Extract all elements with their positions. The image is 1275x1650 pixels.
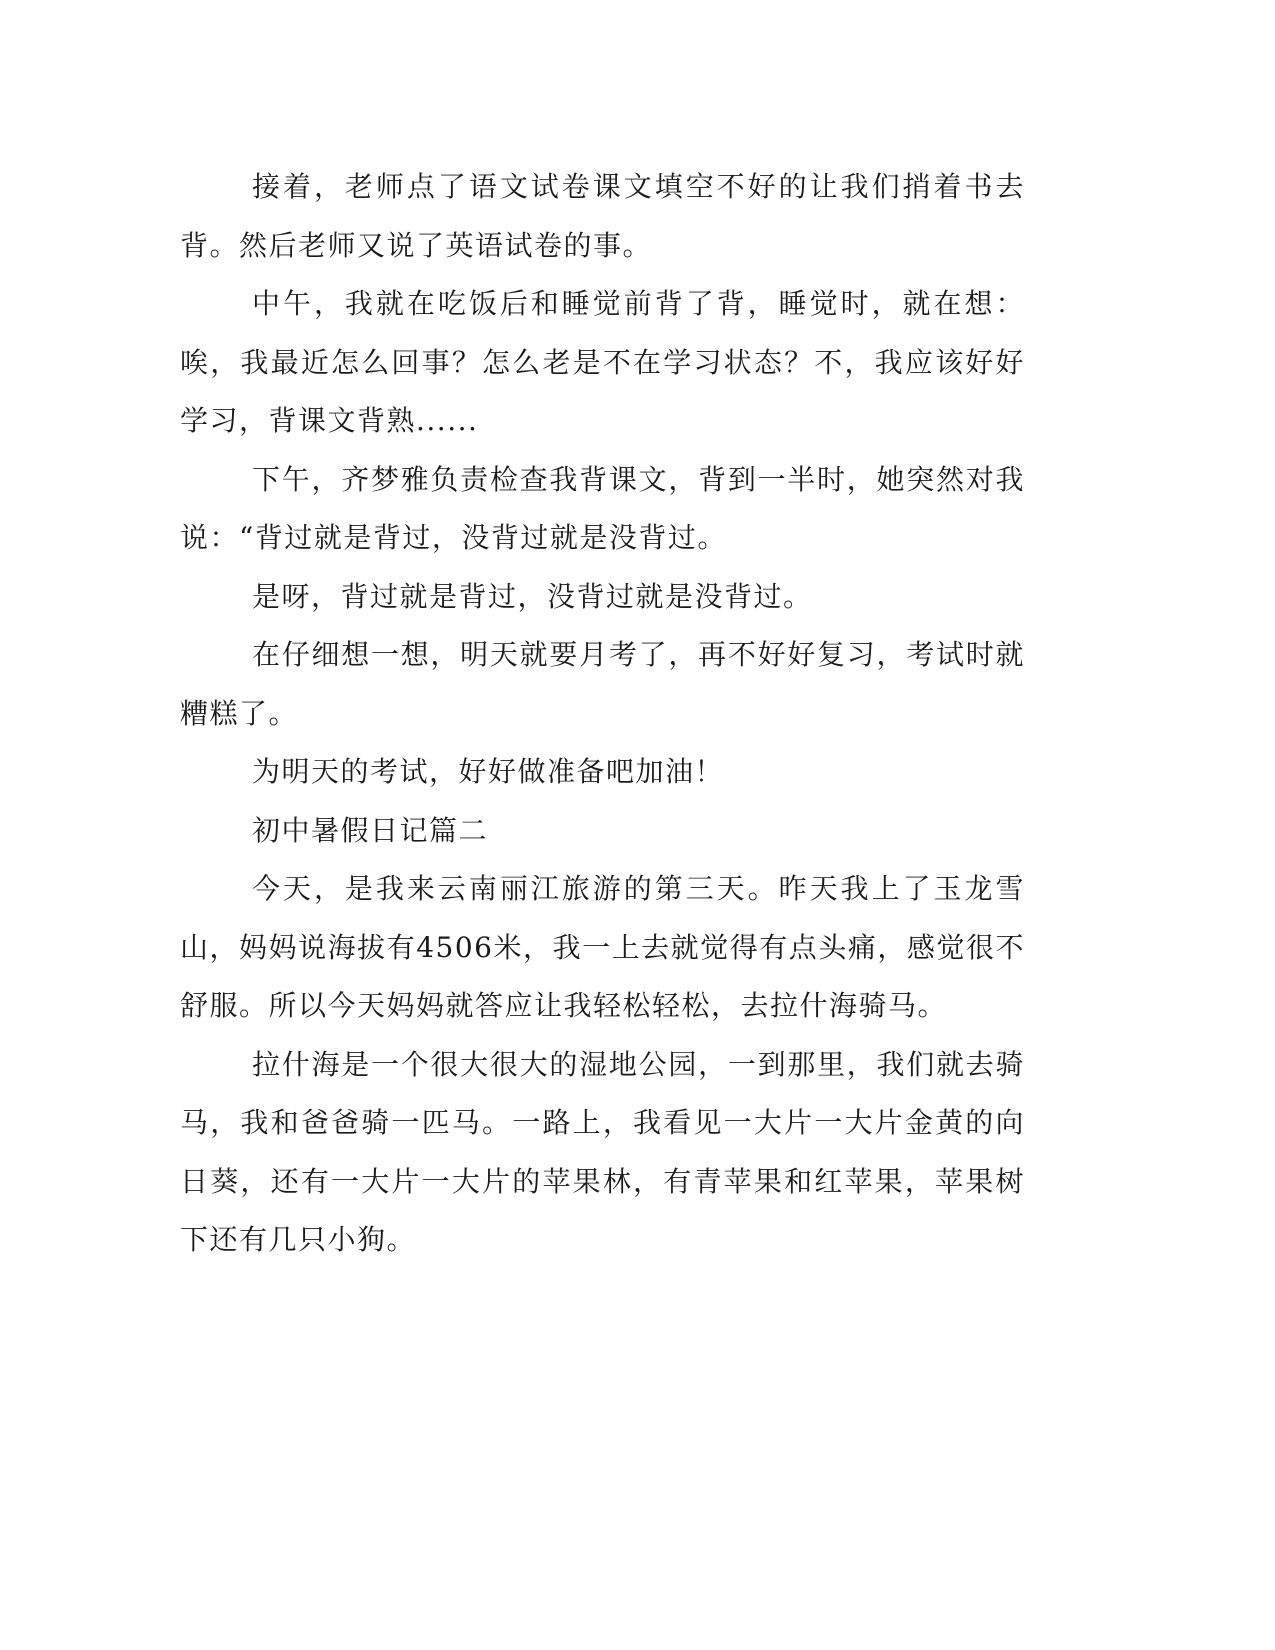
paragraph-afternoon-check: 下午，齐梦雅负责检查我背课文，背到一半时，她突然对我说：“背过就是背过，没背过就是没背过。 [180,462,1025,554]
paragraph-encouragement: 为明天的考试，好好做准备吧加油！ [252,755,725,788]
paragraph-exam-review: 接着，老师点了语文试卷课文填空不好的让我们捎着书去背。然后老师又说了英语试卷的事。 [180,170,1025,262]
paragraph-lijiang-trip: 今天，是我来云南丽江旅游的第三天。昨天我上了玉龙雪山，妈妈说海拔有4506米，我一上去就觉得有点头痛，感觉很不舒服。所以今天妈妈就答应让我轻松轻松，去拉什海骑马。 [180,872,1025,1022]
paragraph-monthly-exam: 在仔细想一想，明天就要月考了，再不好好复习，考试时就糟糕了。 [180,638,1025,730]
paragraph-lashi-lake: 拉什海是一个很大很大的湿地公园，一到那里，我们就去骑马，我和爸爸骑一匹马。一路上，我看见一大片一大片金黄的向日葵，还有一大片一大片的苹果林，有青苹果和红苹果，苹果树下还有几只小狗。 [180,1047,1025,1256]
paragraph-noon-reflection: 中午，我就在吃饭后和睡觉前背了背，睡觉时，就在想：唉，我最近怎么回事？怎么老是不在学习状态？不，我应该好好学习，背课文背熟...... [180,287,1025,437]
section-heading-diary-two: 初中暑假日记篇二 [252,813,489,847]
paragraph-agreement: 是呀，背过就是背过，没背过就是没背过。 [252,579,813,613]
document-body [180,158,1025,1270]
